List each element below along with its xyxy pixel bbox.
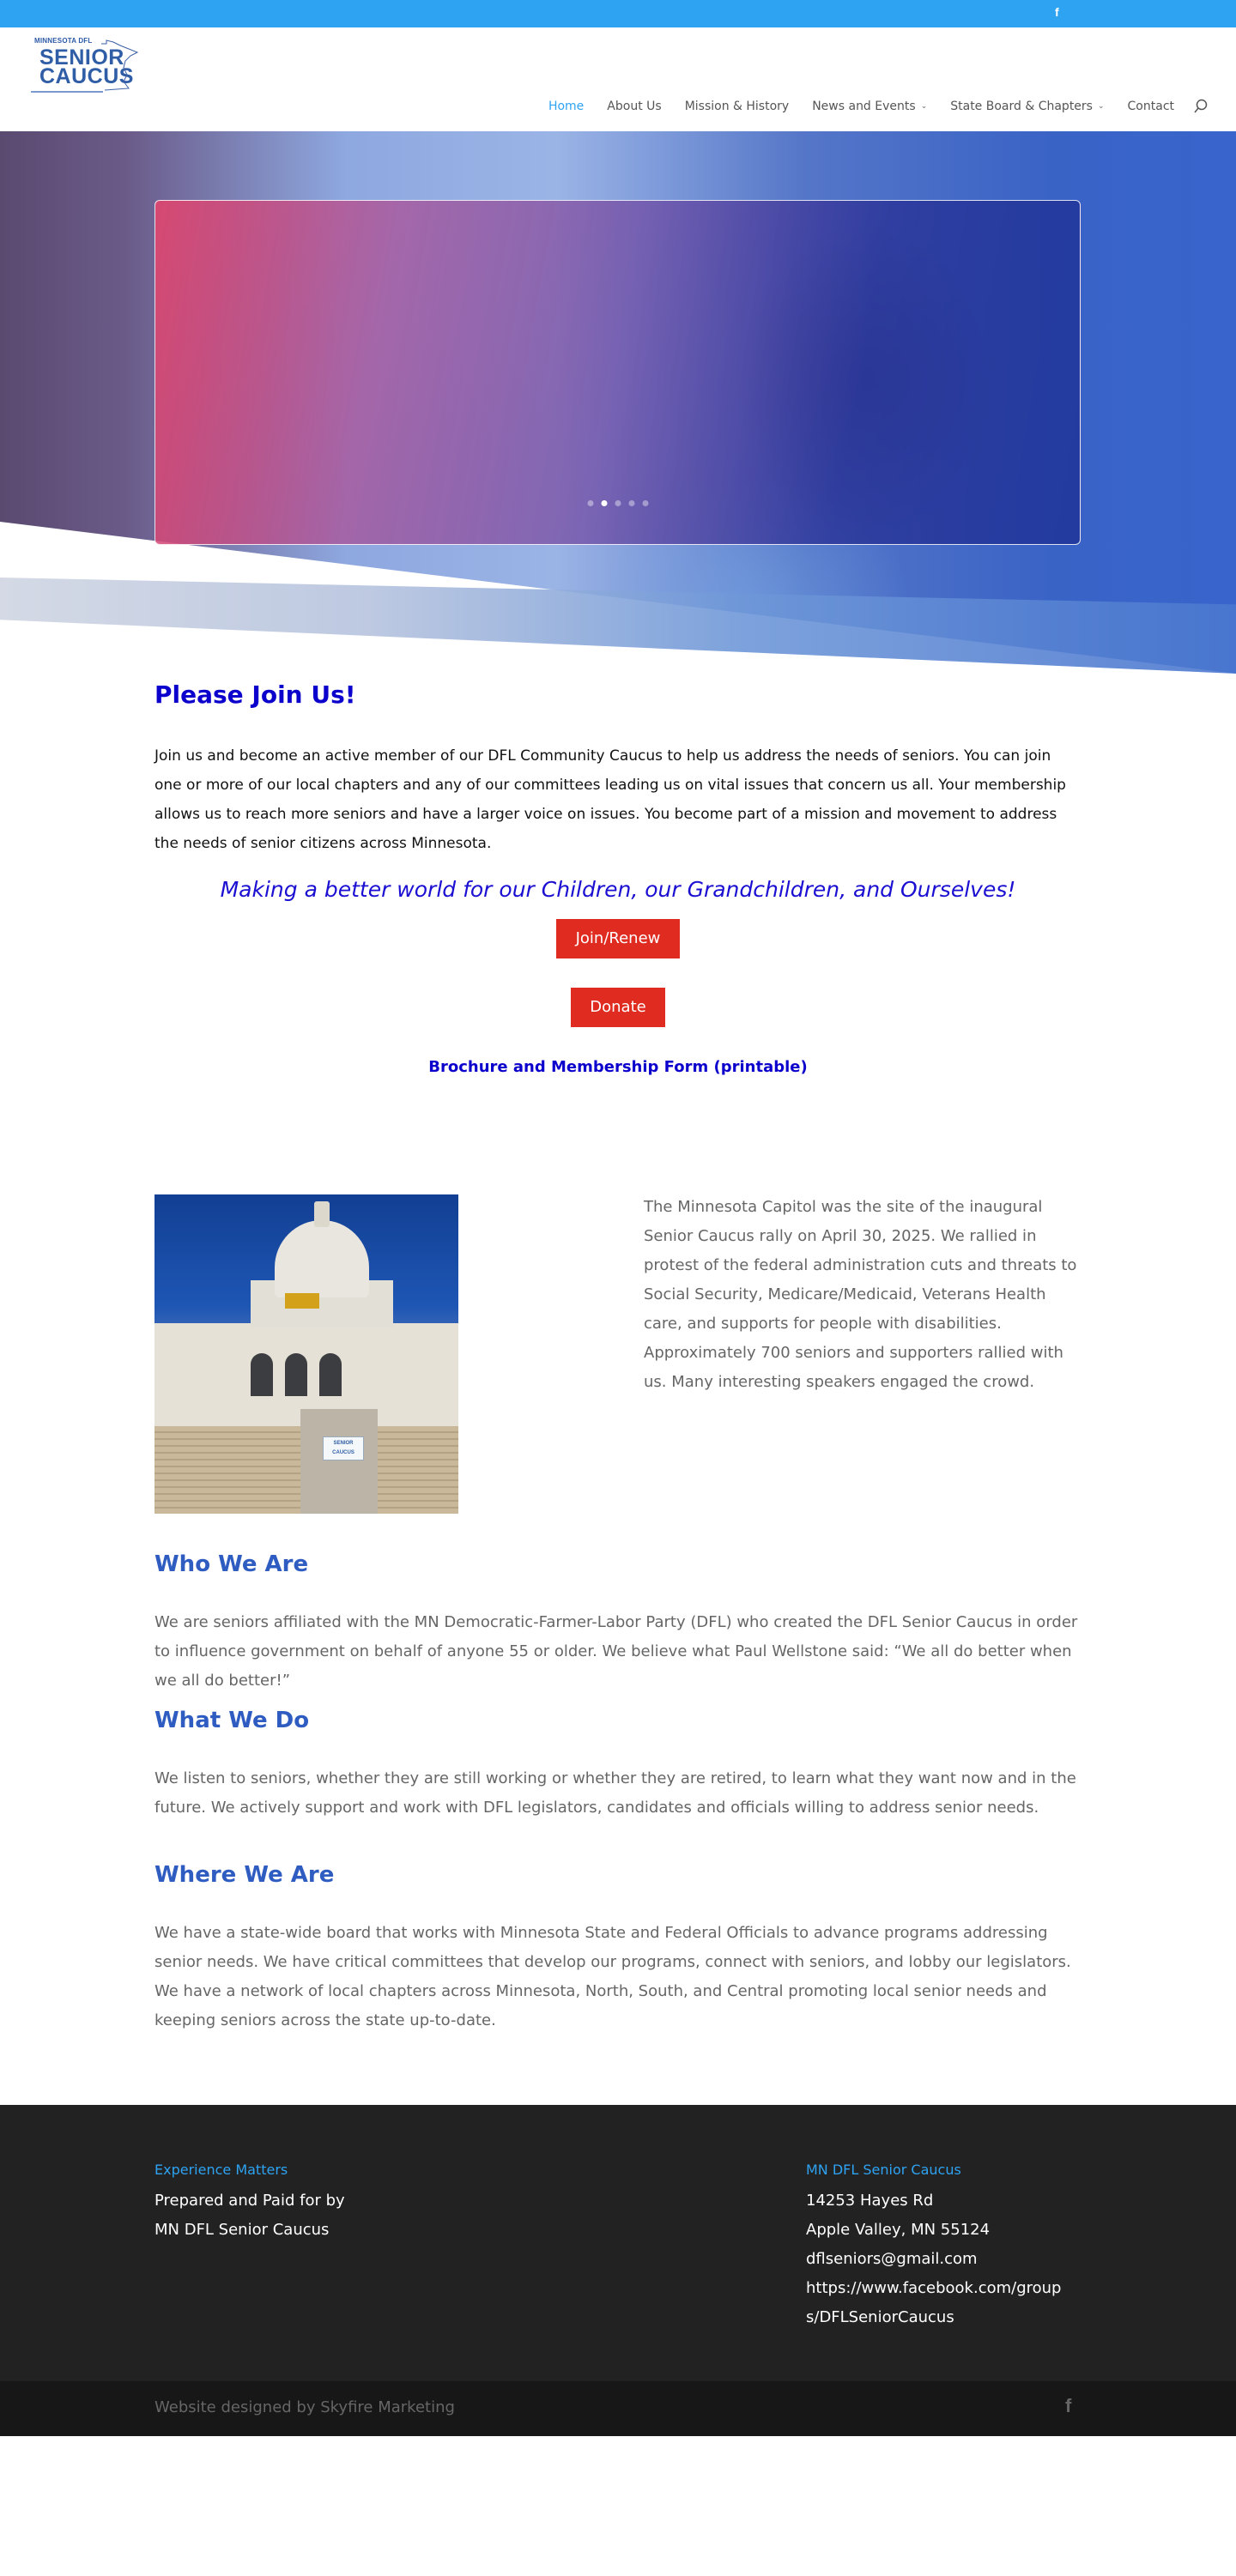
nav-label: About Us: [607, 100, 662, 113]
nav-about-us[interactable]: [607, 100, 661, 113]
who-we-are-section: [154, 1551, 1082, 1696]
footer-bottom-bar: [0, 2381, 1236, 2436]
where-heading: Where We Are: [154, 1862, 335, 1888]
search-button[interactable]: [1193, 99, 1209, 114]
brochure-link[interactable]: Brochure and Membership Form (printable): [428, 1058, 808, 1076]
footer-credit: Website designed by Skyfire Marketing: [154, 2398, 455, 2416]
footer-address-1: 14253 Hayes Rd: [806, 2192, 934, 2210]
chevron-down-icon: ⌄: [920, 102, 928, 111]
tagline: Making a better world for our Children, our Grandchildren, and Ourselves!: [220, 877, 1016, 902]
hero-slide-card: [154, 200, 1081, 545]
footer-facebook-link-1[interactable]: https://www.facebook.com/group: [806, 2279, 1062, 2297]
footer-right-title: MN DFL Senior Caucus: [806, 2162, 961, 2178]
join-renew-button[interactable]: Join/Renew: [556, 919, 680, 958]
rally-section: [154, 1194, 1082, 1514]
chevron-down-icon: ⌄: [1097, 102, 1105, 111]
capitol-arch: [319, 1353, 342, 1396]
footer-left-column: [154, 2162, 345, 2245]
slider-dot-1[interactable]: [587, 500, 593, 506]
main-nav: [525, 100, 1174, 113]
nav-state-board-chapters[interactable]: [950, 100, 1104, 113]
slider-dot-5[interactable]: [642, 500, 648, 506]
footer-facebook-link-2[interactable]: s/DFLSeniorCaucus: [806, 2308, 954, 2326]
footer-left-line-1: Prepared and Paid for by: [154, 2192, 345, 2210]
slider-dot-2[interactable]: [601, 500, 607, 506]
facebook-icon[interactable]: f: [1065, 2395, 1072, 2416]
site-footer: [0, 2105, 1236, 2381]
what-body: We listen to seniors, whether they are still working or whether they are retired, to learn what they want now and in the future. We actively support and work with DFL legislators, candidates and officials willing to address senior needs.: [154, 1769, 1076, 1817]
sign-line-2: CAUCUS: [332, 1450, 354, 1455]
footer-left-title: Experience Matters: [154, 2162, 288, 2178]
search-icon: [1193, 99, 1209, 114]
join-body: Join us and become an active member of our DFL Community Caucus to help us address the needs of seniors. You can join one or more of our local chapters and any of our committees leading us on vital issues that concern us all. Your membership allows us to reach more seniors and have a larger voice on issues. You become part of a mission and movement to address the needs of senior citizens across Minnesota.: [154, 747, 1066, 852]
top-bar: [0, 0, 1236, 27]
capitol-image: [154, 1194, 458, 1514]
footer-right-column: [806, 2162, 1089, 2332]
who-body: We are seniors affiliated with the MN Democratic-Farmer-Labor Party (DFL) who created the DFL Senior Caucus in order to influence government on behalf of anyone 55 or older. We believe what Paul Wellstone said: “We all do better when we all do better!”: [154, 1613, 1078, 1690]
logo-small-text: MINNESOTA DFL: [34, 37, 93, 45]
nav-label: News and Events: [812, 100, 916, 113]
nav-contact[interactable]: [1128, 100, 1174, 113]
site-header: [0, 27, 1236, 131]
slider-dot-4[interactable]: [628, 500, 634, 506]
slider-pagination: [587, 500, 648, 506]
nav-label: Mission & History: [684, 100, 790, 113]
nav-label: Home: [548, 100, 585, 113]
capitol-quadriga: [285, 1293, 319, 1309]
nav-label: State Board & Chapters: [950, 100, 1093, 113]
logo-underline: [31, 91, 103, 93]
donate-button[interactable]: Donate: [571, 988, 665, 1027]
sign-line-1: SENIOR: [333, 1441, 354, 1446]
slider-dot-3[interactable]: [615, 500, 621, 506]
minnesota-outline-icon: [100, 37, 142, 92]
footer-address-2: Apple Valley, MN 55124: [806, 2221, 991, 2239]
logo-line-2: CAUCUS: [39, 64, 134, 88]
footer-left-line-2: MN DFL Senior Caucus: [154, 2221, 330, 2239]
where-body: We have a state-wide board that works with Minnesota State and Federal Officials to advance programs addressing senior needs. We have critical committees that develop our programs, connect with seniors, and lobby our legislators. We have a network of local chapters across Minnesota, North, South, and Central promoting local senior needs and keeping seniors across the state up-to-date.: [154, 1924, 1071, 2029]
capitol-arch: [285, 1353, 307, 1396]
join-heading: Please Join Us!: [154, 680, 356, 709]
join-section: [154, 646, 1082, 1076]
nav-mission-history[interactable]: [685, 100, 790, 113]
nav-label: Contact: [1127, 100, 1174, 113]
capitol-arch: [251, 1353, 273, 1396]
capitol-dome: [275, 1220, 369, 1297]
nav-news-events[interactable]: [812, 100, 927, 113]
capitol-pedestal: [300, 1409, 378, 1514]
who-heading: Who We Are: [154, 1551, 309, 1577]
site-logo[interactable]: [31, 37, 142, 94]
rally-text: The Minnesota Capitol was the site of the inaugural Senior Caucus rally on April 30, 2025. We rallied in protest of the federal administration cuts and threats to Social Security, Medicare/Medicaid, Veterans Health care, and supports for people with disabilities. Approximately 700 seniors and supporters rallied with us. Many interesting speakers engaged the crowd.: [644, 1198, 1077, 1391]
what-heading: What We Do: [154, 1708, 310, 1733]
hero-slider: [0, 131, 1236, 674]
footer-email-link[interactable]: dflseniors@gmail.com: [806, 2250, 978, 2268]
senior-caucus-sign: [323, 1436, 364, 1460]
capitol-lantern: [314, 1201, 330, 1227]
logo-line-1: SENIOR: [39, 45, 124, 70]
nav-home[interactable]: [548, 100, 584, 113]
what-we-do-section: [154, 1708, 1082, 1823]
where-we-are-section: [154, 1862, 1082, 2035]
facebook-icon[interactable]: f: [1055, 5, 1059, 19]
